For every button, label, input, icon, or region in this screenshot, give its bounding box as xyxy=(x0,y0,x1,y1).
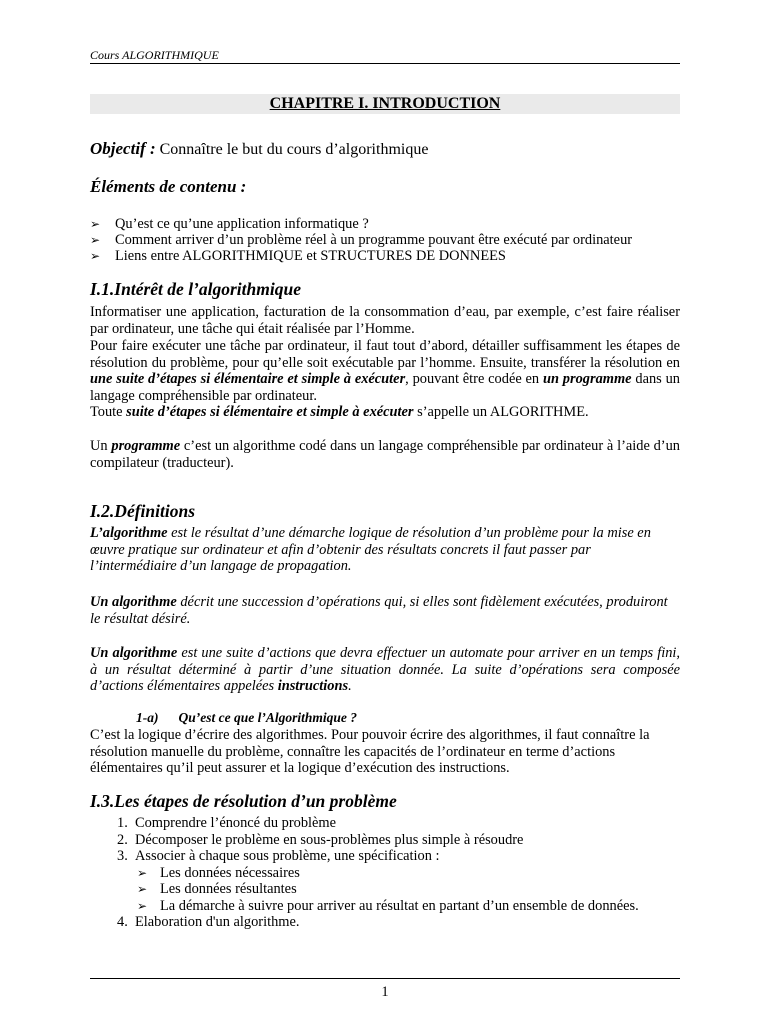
arrow-bullet-icon: ➢ xyxy=(137,898,148,913)
chapter-title: CHAPITRE I. INTRODUCTION xyxy=(269,95,501,112)
list-item: ➢ Les données résultantes xyxy=(137,881,297,897)
page-number: 1 xyxy=(381,984,389,1000)
arrow-bullet-icon: ➢ xyxy=(90,217,101,231)
definition: Un algorithme est une suite d’actions que devra effectuer un automate pour arriver en un temps fini, à un résultat déterminé à partir d’une situation donnée. La suite d’opérations sera composée d’actions élémentaires appelées instructions. xyxy=(90,645,680,695)
paragraph: Pour faire exécuter une tâche par ordinateur, il faut tout d’abord, détailler suffisamment les étapes de résolution du problème, pour qu’elle soit exécutable par l’homme. Ensuite, transférer la résolution en une suite d’étapes si élémentaire et simple à exécuter, pouvant être codée en un programme dans un langage compréhensible par ordinateur. xyxy=(90,338,680,405)
paragraph: C’est la logique d’écrire des algorithmes. Pour pouvoir écrire des algorithmes, il faut connaître la résolution manuelle du problème, connaître les capacités de l’ordinateur en terme d’actions élémentaires qu’il peut assurer et la logique d’exécution des instructions. xyxy=(90,727,650,777)
list-item: ➢ Qu’est ce qu’une application informatique ? xyxy=(90,216,369,232)
section-heading-1: I.1.Intérêt de l’algorithmique xyxy=(90,279,301,299)
paragraph: Toute suite d’étapes si élémentaire et simple à exécuter s’appelle un ALGORITHME. xyxy=(90,404,589,420)
list-item: 4. Elaboration d'un algorithme. xyxy=(117,914,300,930)
list-item: ➢ Liens entre ALGORITHMIQUE et STRUCTURES DE DONNEES xyxy=(90,248,506,264)
section-heading-2: I.2.Définitions xyxy=(90,501,196,521)
contents-heading: Éléments de contenu : xyxy=(90,177,247,196)
steps-list xyxy=(90,815,680,931)
objective-line xyxy=(90,141,680,159)
footer-rule xyxy=(90,978,680,979)
list-item: 2. Décomposer le problème en sous-problèmes plus simple à résoudre xyxy=(117,831,524,848)
list-item: 1. Comprendre l’énoncé du problème xyxy=(117,815,336,831)
paragraph: Un programme c’est un algorithme codé dans un langage compréhensible par ordinateur à l’aide d’un compilateur (traducteur). xyxy=(90,438,680,471)
chapter-title-bar xyxy=(90,94,680,114)
list-item: ➢ Les données nécessaires xyxy=(137,864,300,881)
subsection-heading: 1-a) Qu’est ce que l’Algorithmique ? xyxy=(136,710,357,725)
arrow-bullet-icon: ➢ xyxy=(90,233,101,247)
paragraph: Informatiser une application, facturation de la consommation d’eau, par exemple, c’est faire réaliser par ordinateur, une tâche qui était réalisée par l’Homme. xyxy=(90,304,680,337)
contents-list xyxy=(90,216,680,264)
list-item: 3. Associer à chaque sous problème, une spécification : xyxy=(117,848,440,864)
objective-label: Objectif : xyxy=(90,139,156,158)
section-heading-3: I.3.Les étapes de résolution d’un problème xyxy=(90,791,397,811)
definition: L’algorithme est le résultat d’une démarche logique de résolution d’un problème pour la mise en œuvre pratique sur ordinateur et afin d’obtenir des résultats concrets il faut passer par l’intermédiaire d’un langage de propagation. xyxy=(90,525,651,575)
arrow-bullet-icon: ➢ xyxy=(90,249,101,263)
running-header: Cours ALGORITHMIQUE xyxy=(90,48,680,64)
arrow-bullet-icon: ➢ xyxy=(137,865,148,880)
list-item: ➢ La démarche à suivre pour arriver au résultat en partant d’un ensemble de données. xyxy=(137,897,639,914)
definition: Un algorithme décrit une succession d’opérations qui, si elles sont fidèlement exécutées, produiront le résultat désiré. xyxy=(90,594,668,627)
objective-text: Connaître le but du cours d’algorithmique xyxy=(155,141,429,158)
arrow-bullet-icon: ➢ xyxy=(137,882,148,896)
list-item: ➢ Comment arriver d’un problème réel à un programme pouvant être exécuté par ordinateur xyxy=(90,232,633,248)
document-page xyxy=(90,0,680,1024)
